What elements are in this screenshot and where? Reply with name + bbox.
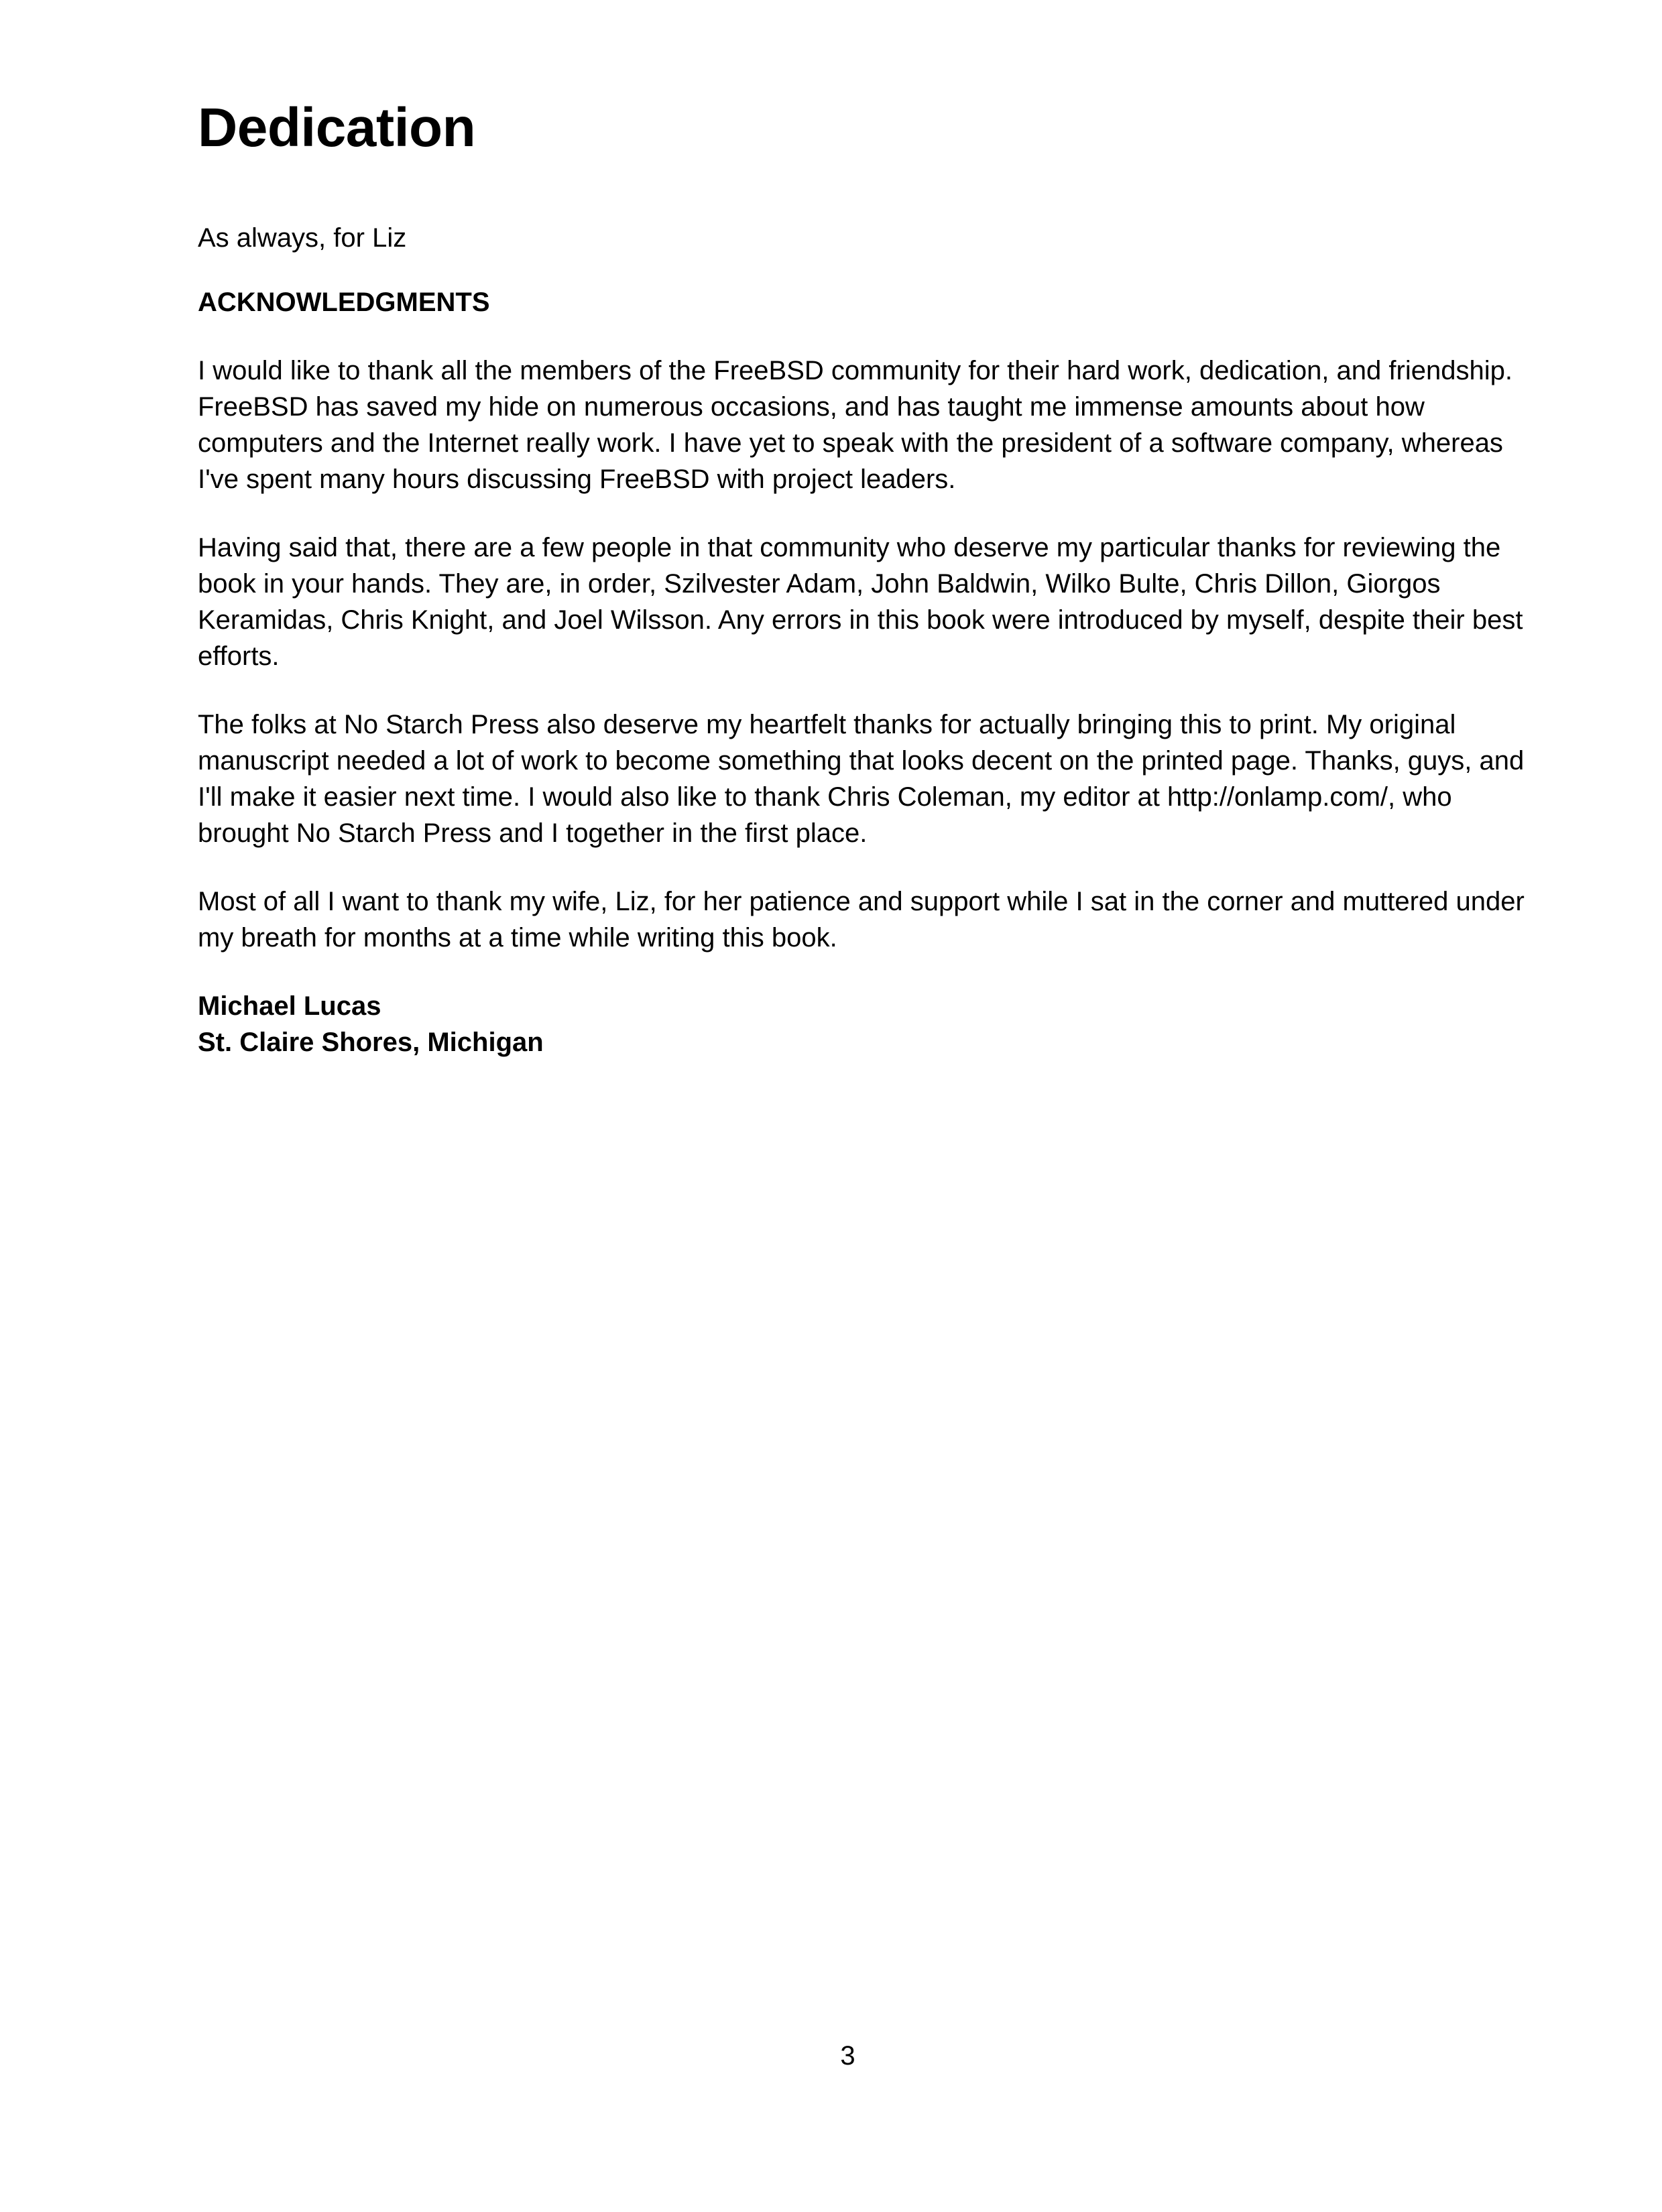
page-content	[198, 97, 1532, 1060]
acknowledgments-heading: ACKNOWLEDGMENTS	[198, 288, 490, 317]
acknowledgments-paragraph: The folks at No Starch Press also deserve my heartfelt thanks for actually bringing this to print. My original manuscript needed a lot of work to become something that looks decent on the printed page. Thanks, guys, and I'll make it easier next time. I would also like to thank Chris Coleman, my editor at http://onlamp.com/, who brought No Starch Press and I together in the first place.	[198, 710, 1525, 848]
author-name: Michael Lucas	[198, 991, 381, 1021]
acknowledgments-paragraph: I would like to thank all the members of the FreeBSD community for their hard work, dedication, and friendship. FreeBSD has saved my hide on numerous occasions, and has taught me immense amounts about how computers and the Internet really work. I have yet to speak with the president of a software company, whereas I've spent many hours discussing FreeBSD with project leaders.	[198, 356, 1512, 494]
signature-block	[198, 988, 1532, 1060]
page-title: Dedication	[198, 97, 476, 158]
page-number: 3	[840, 2041, 855, 2071]
acknowledgments-paragraph: Most of all I want to thank my wife, Liz, for her patience and support while I sat in the corner and muttered under my breath for months at a time while writing this book.	[198, 887, 1525, 953]
acknowledgments-paragraph: Having said that, there are a few people in that community who deserve my particular thanks for reviewing the book in your hands. They are, in order, Szilvester Adam, John Baldwin, Wilko Bulte, Chris Dillon, Giorgos Keramidas, Chris Knight, and Joel Wilsson. Any errors in this book were introduced by myself, despite their best efforts.	[198, 533, 1523, 671]
author-location: St. Claire Shores, Michigan	[198, 1028, 544, 1057]
dedication-text: As always, for Liz	[198, 223, 407, 253]
